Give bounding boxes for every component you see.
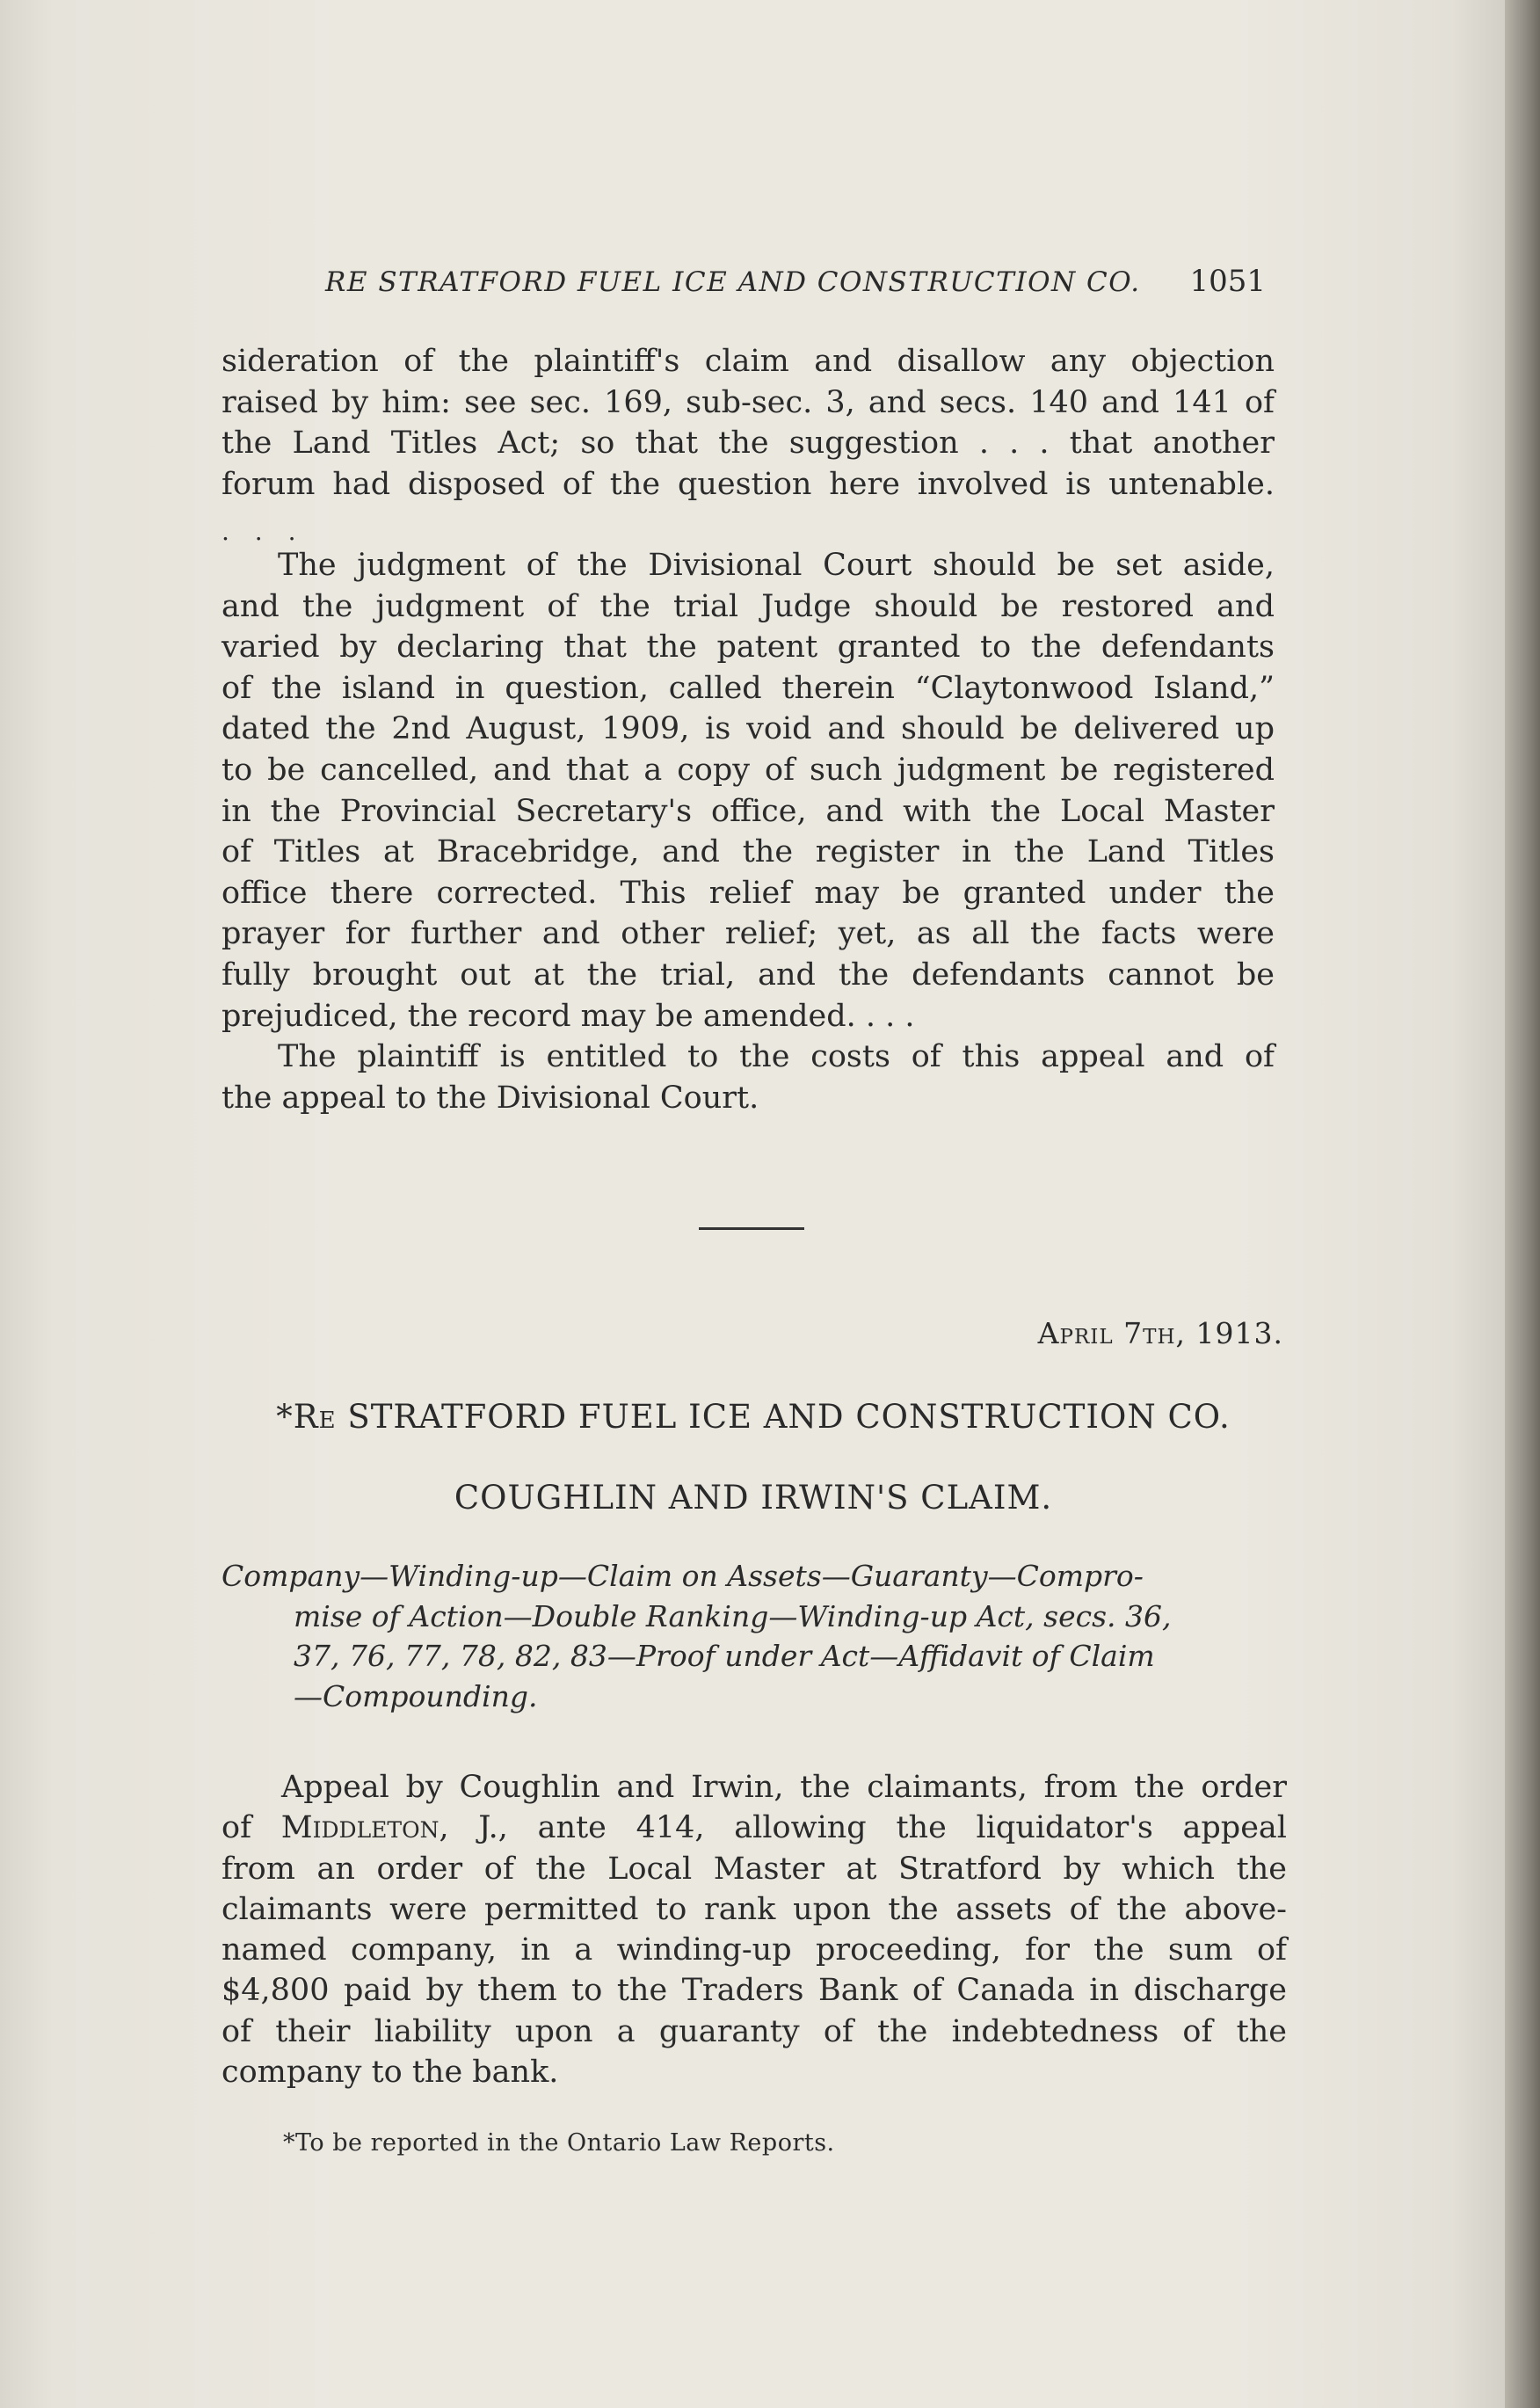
- text-line: fully brought out at the trial, and the defendants cannot be: [222, 957, 1275, 993]
- text-line: claimants were permitted to rank upon the assets of the above-: [222, 1891, 1287, 1927]
- headnote: [222, 1556, 1285, 1716]
- text-line: of Middleton, J., ante 414, allowing the liquidator's appeal: [222, 1810, 1287, 1846]
- text-line: office there corrected. This relief may be granted under the: [222, 875, 1275, 911]
- paragraph-1: [222, 341, 1275, 505]
- paragraph-2: [222, 545, 1275, 1037]
- text-line: $4,800 paid by them to the Traders Bank of Canada in discharge: [222, 1973, 1287, 2009]
- book-binding-edge: [1505, 0, 1540, 2408]
- case-title: [222, 1398, 1285, 1436]
- case-date: April 7th, 1913.: [1037, 1316, 1283, 1350]
- appeal-paragraph: [222, 1767, 1287, 2092]
- case-title-marker: *Re: [276, 1398, 337, 1436]
- text-line: prayer for further and other relief; yet, as all the facts were: [222, 916, 1275, 952]
- text-line: the appeal to the Divisional Court.: [222, 1080, 759, 1116]
- paragraph-3: [222, 1037, 1275, 1118]
- page-number: 1051: [1189, 264, 1266, 299]
- text-line: the Land Titles Act; so that the suggestion . . . that another: [222, 426, 1275, 462]
- case-title-main: STRATFORD FUEL ICE AND CONSTRUCTION CO.: [347, 1398, 1231, 1436]
- text-line: Appeal by Coughlin and Irwin, the claimants, from the order: [281, 1770, 1287, 1805]
- section-divider: [699, 1227, 804, 1230]
- omission-marks: . . .: [222, 517, 305, 546]
- text-line: of Titles at Bracebridge, and the register in the Land Titles: [222, 834, 1275, 870]
- headnote-line: —Compounding.: [294, 1678, 538, 1713]
- running-title: RE STRATFORD FUEL ICE AND CONSTRUCTION CO.: [325, 266, 1141, 298]
- headnote-line: Company—Winding-up—Claim on Assets—Guaranty—Compro-: [222, 1559, 1144, 1593]
- text-line: dated the 2nd August, 1909, is void and should be delivered up: [222, 711, 1275, 747]
- text-line: of their liability upon a guaranty of the indebtedness of the: [222, 2013, 1287, 2049]
- text-line: The judgment of the Divisional Court should be set aside,: [278, 548, 1275, 583]
- text-line: varied by declaring that the patent granted to the defendants: [222, 629, 1275, 666]
- headnote-line: mise of Action—Double Ranking—Winding-up Act, secs. 36,: [294, 1598, 1172, 1633]
- text-line: forum had disposed of the question here involved is untenable.: [222, 466, 1275, 502]
- text-line: company to the bank.: [222, 2055, 559, 2091]
- text-line: to be cancelled, and that a copy of such judgment be registered: [222, 752, 1275, 788]
- headnote-line: 37, 76, 77, 78, 82, 83—Proof under Act—Affidavit of Claim: [294, 1639, 1155, 1673]
- text-line: The plaintiff is entitled to the costs of this appeal and of: [278, 1039, 1275, 1074]
- text-line: sideration of the plaintiff's claim and disallow any objection: [222, 344, 1275, 379]
- text-line: named company, in a winding-up proceeding, for the sum of: [222, 1932, 1287, 1968]
- text-line: and the judgment of the trial Judge should be restored and: [222, 588, 1275, 624]
- text-line: in the Provincial Secretary's office, and with the Local Master: [222, 793, 1275, 829]
- running-header: [325, 264, 1266, 299]
- text-line: of the island in question, called therein “Claytonwood Island,”: [222, 670, 1275, 706]
- text-line: raised by him: see sec. 169, sub-sec. 3, and secs. 140 and 141 of: [222, 384, 1275, 420]
- footnote: *To be reported in the Ontario Law Reports.: [283, 2129, 835, 2157]
- text-line: prejudiced, the record may be amended. . . .: [222, 998, 915, 1034]
- text-line: from an order of the Local Master at Stratford by which the: [222, 1851, 1287, 1887]
- judge-name: Middleton: [280, 1810, 439, 1846]
- case-subtitle: COUGHLIN AND IRWIN'S CLAIM.: [454, 1479, 1053, 1517]
